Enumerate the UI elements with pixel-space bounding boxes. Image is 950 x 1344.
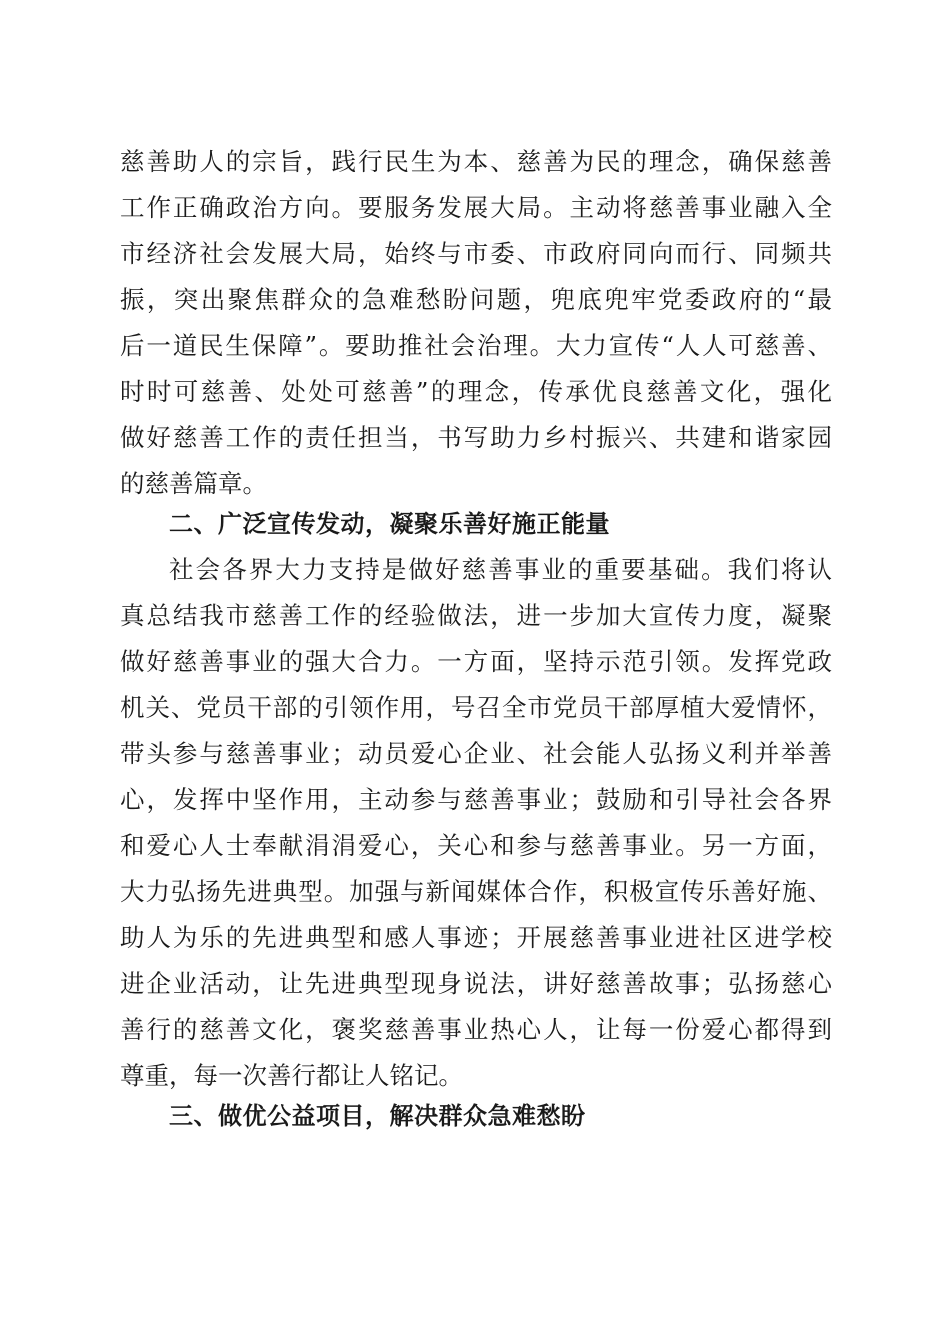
paragraph-line: 市经济社会发展大局，始终与市委、市政府同向而行、同频共 [120, 239, 832, 268]
paragraph-line: 工作正确政治方向。要服务发展大局。主动将慈善事业融入全 [120, 193, 832, 222]
paragraph-line: 慈善助人的宗旨，践行民生为本、慈善为民的理念，确保慈善 [120, 147, 832, 176]
paragraph-line: 大力弘扬先进典型。加强与新闻媒体合作，积极宣传乐善好施、 [120, 877, 832, 906]
section-heading-3: 三、做优公益项目，解决群众急难愁盼 [169, 1102, 586, 1130]
paragraph-line: 心，发挥中坚作用，主动参与慈善事业；鼓励和引导社会各界 [120, 785, 832, 814]
paragraph-line: 善行的慈善文化，褒奖慈善事业热心人，让每一份爱心都得到 [120, 1015, 832, 1044]
paragraph-line: 和爱心人士奉献涓涓爱心，关心和参与慈善事业。另一方面， [120, 831, 832, 860]
paragraph-line: 尊重，每一次善行都让人铭记。 [120, 1061, 463, 1090]
paragraph-line: 真总结我市慈善工作的经验做法，进一步加大宣传力度，凝聚 [120, 601, 832, 630]
paragraph-line: 社会各界大力支持是做好慈善事业的重要基础。我们将认 [169, 555, 832, 584]
paragraph-line: 做好慈善工作的责任担当，书写助力乡村振兴、共建和谐家园 [120, 423, 832, 452]
paragraph-line: 进企业活动，让先进典型现身说法，讲好慈善故事；弘扬慈心 [120, 969, 832, 998]
section-heading-2: 二、广泛宣传发动，凝聚乐善好施正能量 [169, 510, 610, 538]
paragraph-line: 机关、党员干部的引领作用，号召全市党员干部厚植大爱情怀， [120, 693, 832, 722]
paragraph-line: 的慈善篇章。 [120, 469, 267, 498]
paragraph-line: 助人为乐的先进典型和感人事迹；开展慈善事业进社区进学校 [120, 923, 832, 952]
paragraph-line: 带头参与慈善事业；动员爱心企业、社会能人弘扬义利并举善 [120, 739, 832, 768]
paragraph-line: 后一道民生保障”。要助推社会治理。大力宣传“人人可慈善、 [120, 331, 832, 360]
paragraph-line: 振，突出聚焦群众的急难愁盼问题，兜底兜牢党委政府的“最 [120, 285, 832, 314]
paragraph-line: 做好慈善事业的强大合力。一方面，坚持示范引领。发挥党政 [120, 647, 832, 676]
paragraph-line: 时时可慈善、处处可慈善”的理念，传承优良慈善文化，强化 [120, 377, 832, 406]
